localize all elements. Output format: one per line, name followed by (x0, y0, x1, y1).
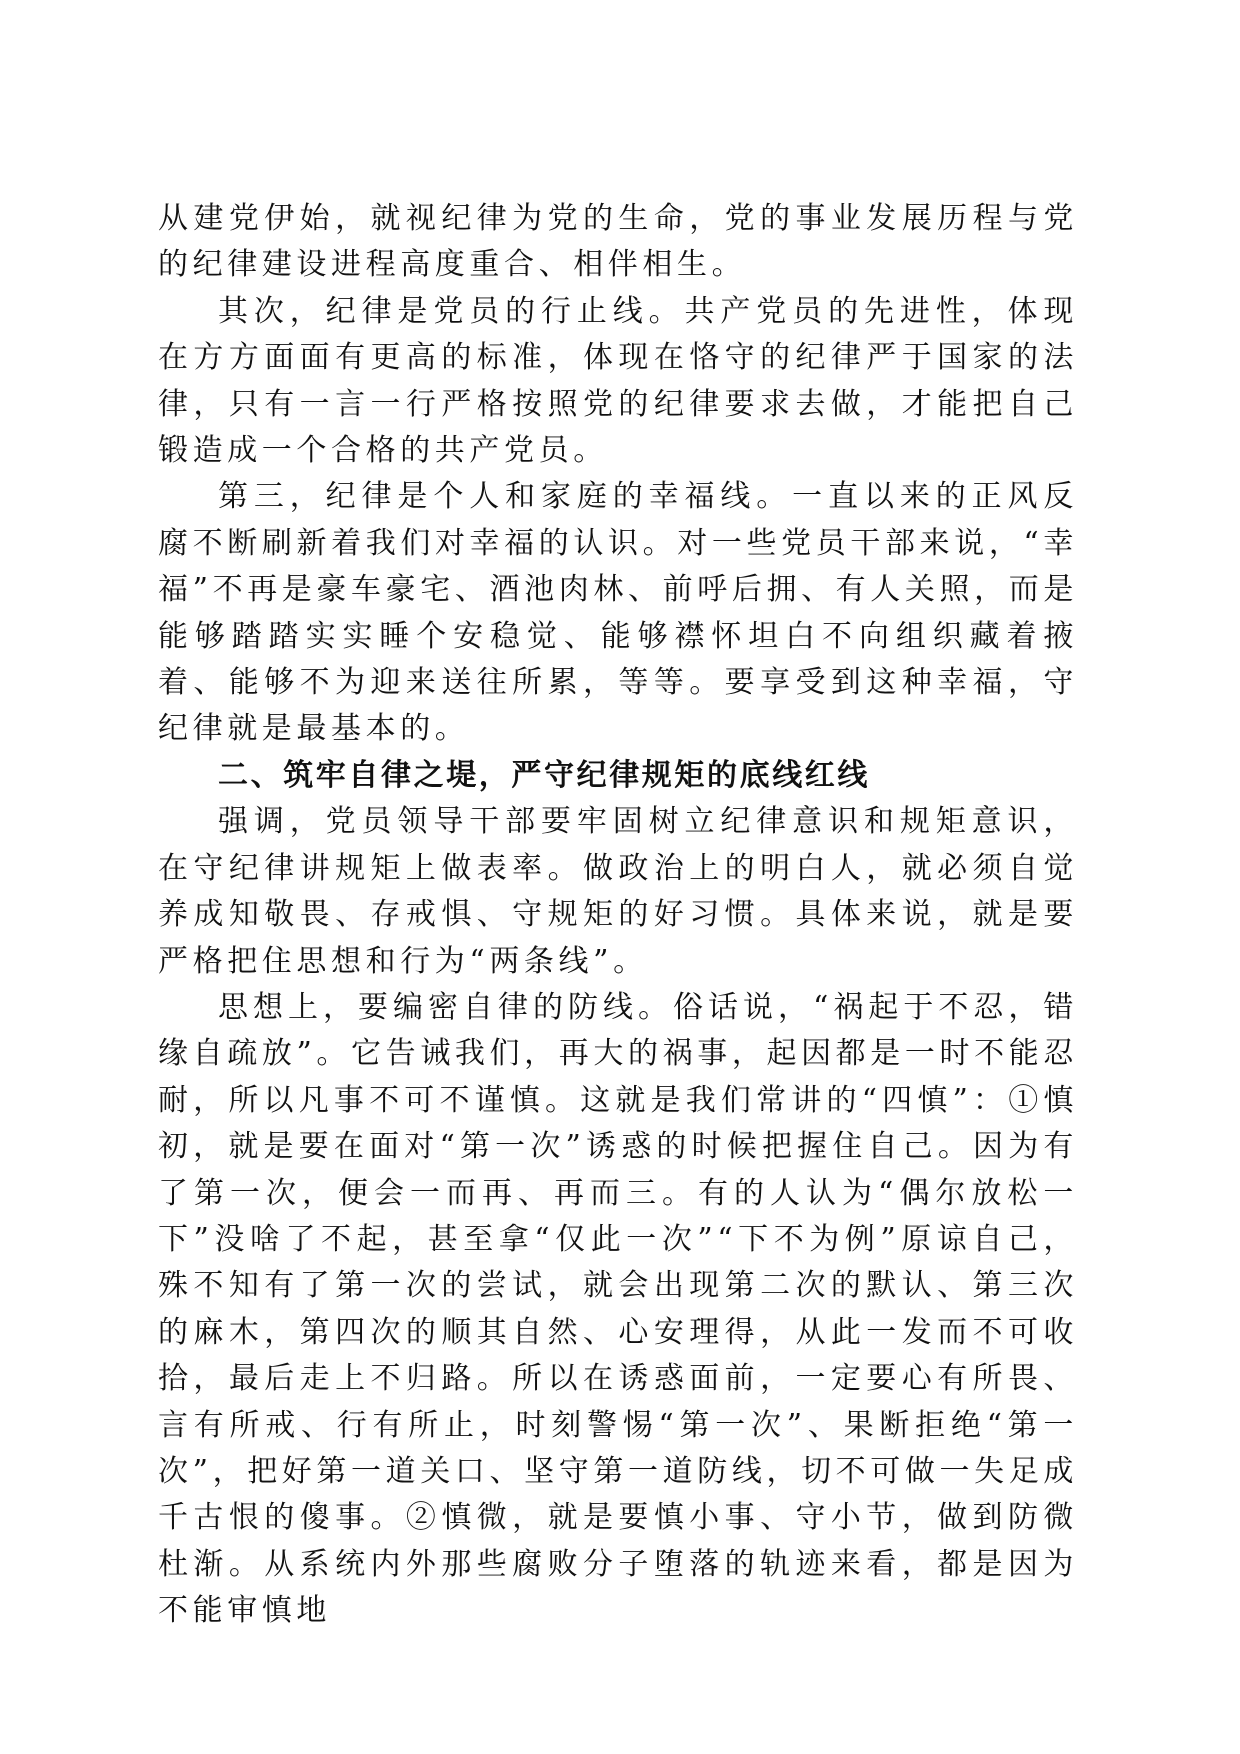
document-body (158, 196, 1078, 1635)
paragraph-continuation: 从建党伊始，就视纪律为党的生命，党的事业发展历程与党的纪律建设进程高度重合、相伴相生。 (158, 201, 1078, 283)
paragraph-happiness-line: 第三，纪律是个人和家庭的幸福线。一直以来的正风反腐不断刷新着我们对幸福的认识。对一些党员干部来说，“幸福”不再是豪车豪宅、酒池肉林、前呼后拥、有人关照，而是能够踏踏实实睡个安稳觉、能够襟怀坦白不向组织藏着掖着、能够不为迎来送往所累，等等。要享受到这种幸福，守纪律就是最基本的。 (158, 479, 1078, 747)
paragraph-conduct-line: 其次，纪律是党员的行止线。共产党员的先进性，体现在方方面面有更高的标准，体现在恪守的纪律严于国家的法律，只有一言一行严格按照党的纪律要求去做，才能把自己锻造成一个合格的共产党员。 (158, 293, 1078, 469)
section-heading: 二、筑牢自律之堤，严守纪律规矩的底线红线 (218, 757, 870, 793)
paragraph-self-discipline: 思想上，要编密自律的防线。俗话说，“祸起于不忍，错缘自疏放”。它告诫我们，再大的祸事，起因都是一时不能忍耐，所以凡事不可不谨慎。这就是我们常讲的“四慎”：①慎初，就是要在面对“第一次”诱惑的时候把握住自己。因为有了第一次，便会一而再、再而三。有的人认为“偶尔放松一下”没啥了不起，甚至拿“仅此一次”“下不为例”原谅自己，殊不知有了第一次的尝试，就会出现第二次的默认、第三次的麻木，第四次的顺其自然、心安理得，从此一发而不可收拾，最后走上不归路。所以在诱惑面前，一定要心有所畏、言有所戒、行有所止，时刻警惕“第一次”、果断拒绝“第一次”，把好第一道关口、坚守第一道防线，切不可做一失足成千古恨的傻事。②慎微，就是要慎小事、守小节，做到防微杜渐。从系统内外那些腐败分子堕落的轨迹来看，都是因为不能审慎地 (158, 989, 1078, 1629)
paragraph-discipline-awareness: 强调，党员领导干部要牢固树立纪律意识和规矩意识，在守纪律讲规矩上做表率。做政治上的明白人，就必须自觉养成知敬畏、存戒惧、守规矩的好习惯。具体来说，就是要严格把住思想和行为“两条线”。 (158, 804, 1078, 979)
